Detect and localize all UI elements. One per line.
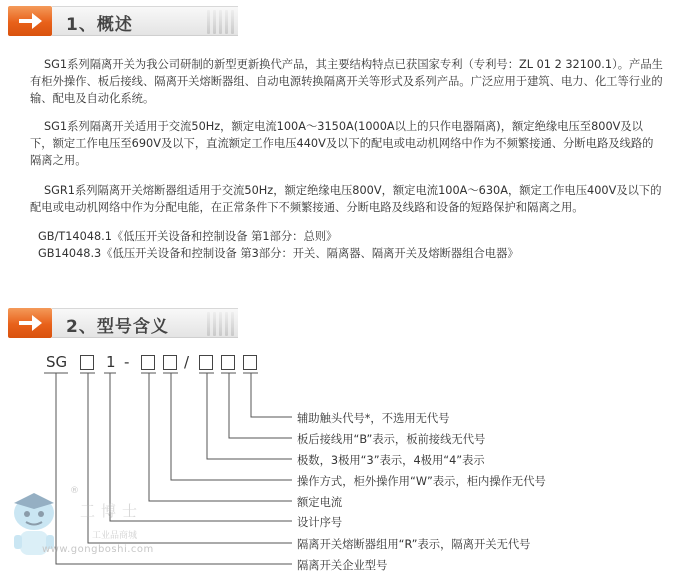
model-slash: /: [184, 353, 190, 371]
model-dash: -: [124, 353, 130, 371]
desc-poles: 极数，3极用“3”表示，4极用“4”表示: [297, 454, 485, 467]
overview-paragraph-3: SGR1系列隔离开关熔断器组适用于交流50Hz，额定绝缘电压800V，额定电流100A～630A，额定工作电压400V及以下的配电或电动机网络中作为分配电能，在正常条件下不频繁接通、分断电路及线路和设备的短路保护和隔离之用。: [30, 184, 662, 214]
watermark-brand: 工博士: [80, 502, 144, 520]
section-title: 1、概述: [66, 15, 133, 35]
desc-wiring: 板后接线用“B”表示，板前接线无代号: [297, 433, 486, 446]
desc-design-serial: 设计序号: [297, 516, 343, 529]
desc-operation: 操作方式，柜外操作用“W”表示，柜内操作无代号: [297, 475, 546, 488]
desc-auxiliary-contact: 辅助触头代号*，不选用无代号: [297, 412, 450, 425]
watermark-registered-mark: ®: [70, 486, 79, 496]
overview-paragraph-1: SG1系列隔离开关为我公司研制的新型更新换代产品，其主要结构特点已获国家专利（专利号：ZL 01 2 32100.1）。产品生有柜外操作、板后接线、隔离开关熔断器组、自动电源转换隔离开关等形式及系列产品。广泛应用于建筑、电力、化工等行业的输、配电及自动化系统。: [30, 58, 663, 105]
standard-reference-2: GB14048.3《低压开关设备和控制设备 第3部分：开关、隔离器、隔离开关及熔断器组合电器》: [38, 247, 519, 260]
desc-enterprise-model: 隔离开关企业型号: [297, 559, 388, 572]
model-digit: 1: [106, 353, 116, 371]
overview-paragraph-2: SG1系列隔离开关适用于交流50Hz，额定电流100A～3150A(1000A以上的只作电器隔离)，额定绝缘电压至800V及以下，额定工作电压至690V及以下，直流额定工作电压440V及以下的配电或电动机网络中作为不频繁接通、分断电路及线路的隔离之用。: [30, 120, 654, 167]
desc-rated-current: 额定电流: [297, 496, 343, 509]
section-title: 2、型号含义: [66, 317, 169, 337]
model-prefix: SG: [46, 353, 68, 371]
watermark: [4, 484, 154, 574]
watermark-subtitle: 工业品商城: [92, 531, 138, 541]
desc-fuse-group: 隔离开关熔断器组用“R”表示，隔离开关无代号: [297, 538, 531, 551]
watermark-url: www.gongboshi.com: [42, 544, 154, 555]
standard-reference-1: GB/T14048.1《低压开关设备和控制设备 第1部分：总则》: [38, 230, 338, 243]
